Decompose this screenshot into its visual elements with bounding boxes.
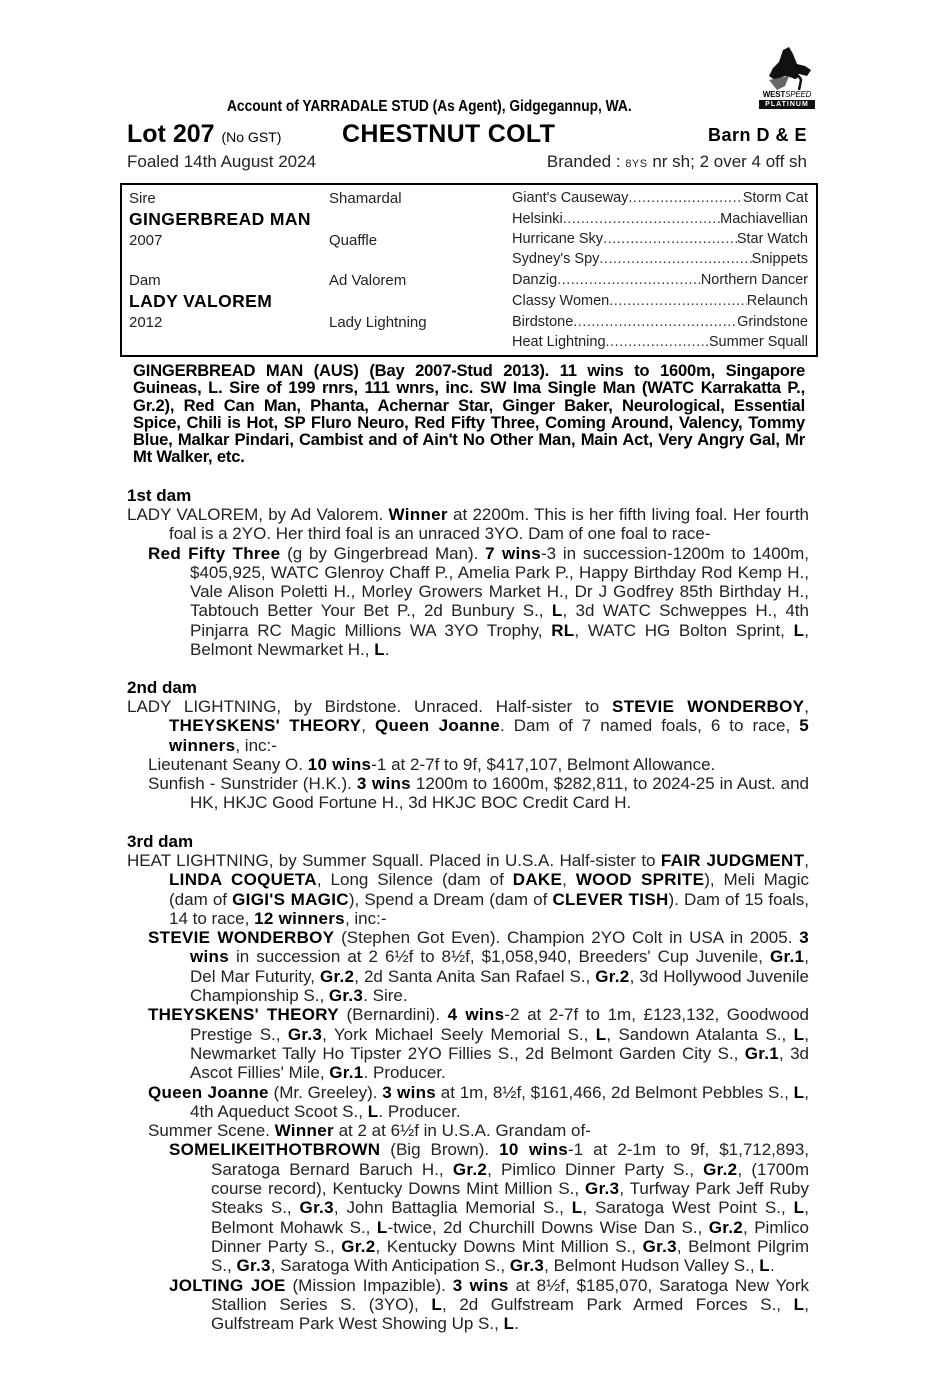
dam-year: 2012 [129, 314, 163, 331]
dam-sire: Ad Valorem [329, 272, 407, 289]
progeny-entry: Summer Scene. Winner at 2 at 6½f in U.S.A. Grandam of- [148, 1121, 591, 1141]
lot-number: Lot 207 (No GST) [127, 120, 282, 148]
brand-name: WESTSPEED [762, 90, 812, 99]
dam-name: LADY VALOREM [129, 291, 273, 311]
section-heading: 3rd dam [127, 832, 194, 851]
first-dam-section [127, 486, 809, 659]
dam-intro: HEAT LIGHTNING, by Summer Squall. Placed in U.S.A. Half-sister to FAIR JUDGMENT, LINDA COQUETA, Long Silence (dam of DAKE, WOOD SPRITE), Meli Magic (dam of GIGI'S MAGIC), Spend a Dream (dam of CLEVER TISH). Dam of 15 foals, 14 to race, 12 winners, inc:- [127, 851, 810, 928]
sire-year: 2007 [129, 232, 163, 249]
lot-line [127, 120, 809, 152]
grandprogeny-entry: SOMELIKEITHOTBROWN (Big Brown). 10 wins-1 at 2-1m to 9f, $1,712,893, Saratoga Bernard Baruch H., Gr.2, Pimlico Dinner Party S., Gr.2, (1700m course record), Kentucky Downs Mint Million S., Gr.3, Turfway Park Jeff Ruby Steaks S., Gr.3, John Battaglia Memorial S., L, Saratoga West Point S., L, Belmont Mohawk S., L-twice, 2d Churchill Downs Wise Dan S., Gr.2, Pimlico Dinner Party S., Gr.2, Kentucky Downs Mint Million S., Gr.3, Belmont Pilgrim S., Gr.3, Saratoga With Anticipation S., Gr.3, Belmont Hudson Valley S., L. [169, 1140, 810, 1276]
horse-description: CHESTNUT COLT [342, 120, 556, 148]
dam-intro: LADY LIGHTNING, by Birdstone. Unraced. Half-sister to STEVIE WONDERBOY, THEYSKENS' THEORY, Queen Joanne. Dam of 7 named foals, 6 to race, 5 winners, inc:- [127, 697, 809, 755]
dam-dam: Lady Lightning [329, 314, 427, 331]
sire-name: GINGERBREAD MAN [129, 209, 311, 229]
ancestor-row: Helsinki ..... Machiavellian [512, 211, 808, 227]
sire-label: Sire [129, 190, 156, 207]
brand-tier: PLATINUM [759, 100, 815, 109]
ancestor-row: Classy Women ..... Relaunch [512, 293, 808, 309]
brand-marks: Branded : 8YS nr sh; 2 over 4 off sh [546, 152, 807, 171]
dam-intro: LADY VALOREM, by Ad Valorem. Winner at 2200m. This is her fifth living foal. Her fourth foal is a 2YO. Her third foal is an unraced 3YO. Dam of one foal to race- [127, 505, 809, 544]
ancestor-row: Birdstone ..... Grindstone [512, 314, 808, 330]
section-heading: 2nd dam [127, 678, 197, 697]
gst-note: (No GST) [221, 129, 282, 145]
vendor-account: Account of YARRADALE STUD (As Agent), Gidgegannup, WA. [227, 98, 632, 115]
sire-dam: Quaffle [329, 232, 378, 249]
foaled-date: Foaled 14th August 2024 [127, 152, 317, 171]
horse-rider-icon [755, 46, 819, 92]
dam-label: Dam [129, 272, 161, 289]
westspeed-platinum-logo [755, 46, 819, 116]
ancestor-row: Sydney's Spy ..... Snippets [512, 251, 808, 267]
progeny-entry: THEYSKENS' THEORY (Bernardini). 4 wins-2 at 2-7f to 1m, £123,132, Goodwood Prestige S., Gr.3, York Michael Seely Memorial S., L, Sandown Atalanta S., L, Newmarket Tally Ho Tipster 2YO Fillies S., 2d Belmont Garden City S., Gr.1, 3d Ascot Fillies' Mile, Gr.1. Producer. [148, 1005, 810, 1083]
second-dam-section [127, 678, 809, 813]
progeny-entry: Red Fifty Three (g by Gingerbread Man). 7 wins-3 in succession-1200m to 1400m, $405,925, WATC Glenroy Chaff P., Amelia Park P., Happy Birthday Rod Kemp H., Vale Alison Poletti H., Morley Growers Market H., Dr J Godfrey 85th Birthday H., Tabtouch Better Your Bet P., 2d Bunbury S., L, 3d WATC Schweppes H., 4th Pinjarra RC Magic Millions WA 3YO Trophy, RL, WATC HG Bolton Sprint, L, Belmont Newmarket H., L. [148, 543, 810, 660]
grandprogeny-entry: JOLTING JOE (Mission Impazible). 3 wins at 8½f, $185,070, Saratoga New York Stallion Series S. (3YO), L, 2d Gulfstream Park Armed Forces S., L, Gulfstream Park West Showing Up S., L. [169, 1275, 810, 1334]
section-heading: 1st dam [127, 486, 192, 505]
progeny-entry: STEVIE WONDERBOY (Stephen Got Even). Champion 2YO Colt in USA in 2005. 3 wins in succession at 2 6½f to 8½f, $1,058,940, Breeders' Cup Juvenile, Gr.1, Del Mar Futurity, Gr.2, 2d Santa Anita San Rafael S., Gr.2, 3d Hollywood Juvenile Championship S., Gr.3. Sire. [148, 928, 809, 1006]
pedigree-table [120, 183, 818, 357]
ancestor-row: Hurricane Sky ..... Star Watch [512, 231, 808, 247]
progeny-entry: Queen Joanne (Mr. Greeley). 3 wins at 1m, 8½f, $161,466, 2d Belmont Pebbles S., L, 4th Aqueduct Scoot S., L. Producer. [148, 1082, 809, 1121]
ancestor-row: Giant's Causeway ..... Storm Cat [512, 190, 808, 206]
ancestor-row: Heat Lightning ..... Summer Squall [512, 334, 808, 350]
ancestor-row: Danzig ..... Northern Dancer [512, 272, 808, 288]
sire-sire: Shamardal [329, 190, 402, 207]
barn-location: Barn D & E [707, 125, 807, 145]
progeny-entry: Lieutenant Seany O. 10 wins-1 at 2-7f to 9f, $417,107, Belmont Allowance. [148, 754, 716, 774]
third-dam-section [127, 832, 809, 1333]
sire-summary: GINGERBREAD MAN (AUS) (Bay 2007-Stud 2013). 11 wins to 1600m, Singapore Guineas, L. Sire of 199 rnrs, 111 wnrs, inc. SW Ima Single Man (WATC Karrakatta P., Gr.2), Red Can Man, Phanta, Achernar Star, Ginger Baker, Neurological, Essential Spice, Chili is Hot, SP Fluro Neuro, Red Fifty Three, Coming Around, Valency, Tommy Blue, Malkar Pindari, Cambist and of Ain't No Other Man, Main Act, Very Angry Gal, Mr Mt Walker, etc. [133, 361, 805, 467]
progeny-entry: Sunfish - Sunstrider (H.K.). 3 wins 1200m to 1600m, $282,811, to 2024-25 in Aust. and HK, HKJC Good Fortune H., 3d HKJC BOC Credit Card H. [148, 774, 810, 813]
